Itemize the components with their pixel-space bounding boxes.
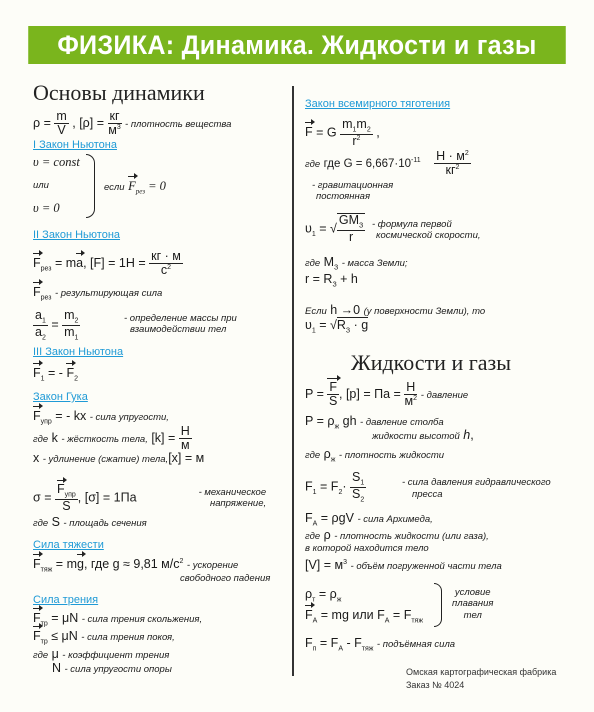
surface-velocity: $\upsilon_1 = √R_З \cdot g$ <box>305 318 369 335</box>
friction-title: Сила трения <box>33 594 99 606</box>
float-density: $\rho_т = \rho_ж$ <box>305 587 342 604</box>
heading-fluids: Жидкости и газы <box>351 350 511 375</box>
lift-force: $F_п = F_A - F_{тяж}$ - подъёмная сила <box>305 636 456 653</box>
liquid-density: где $\rho_ж$ - плотность жидкости <box>305 447 445 464</box>
normal-force: N - сила упругости опоры <box>52 661 172 675</box>
newton1-if: если <box>104 182 125 193</box>
volume-unit: $[V] = м^3$ - объём погруженной части тела <box>305 558 502 572</box>
surface-condition: Если h →0 (у поверхности Земли), то <box>305 303 486 317</box>
first-cosmic-velocity: $\upsilon_1$ = √ $\frac{GM_З}{r}$ <box>305 213 364 244</box>
footer-publisher: Омская картографическая фабрика <box>406 667 557 677</box>
press-note: - сила давления гидравлического пресса <box>402 477 551 501</box>
newton2-formula: $F_{рез}$ = ma, [F] = 1Н = $\frac{кг \cdot м}{с^2}$ <box>33 249 181 278</box>
column-pressure: $P = \rho_ж$ gh - давление столба <box>305 414 444 431</box>
universal-title: Закон всемирного тяготения <box>305 98 451 110</box>
newton3-title: III Закон Ньютона <box>33 346 124 358</box>
mass-ratio-formula: $\frac{a_1}{a_2}$ = $\frac{m_2}{m_1}$ <box>35 308 79 342</box>
hooke-formula: $F_{упр}$ = - kx - сила упругости, <box>33 409 169 426</box>
earth-mass-line: где $M_З$ - масса Земли; <box>305 255 408 272</box>
heading-dynamics: Основы динамики <box>33 80 205 105</box>
float-note: условие плавания тел <box>452 587 494 621</box>
gravity-note: свободного падения <box>180 573 271 584</box>
archimedes-rho: где ρ - плотность жидкости (или газа), <box>305 528 489 542</box>
float-force: $F_A$ = mg или $F_A = F_{тяж}$ <box>305 608 424 625</box>
column-divider <box>292 86 294 676</box>
gravitational-constant: где где $G = 6,667\cdot 10^{-11}$ $\frac{Н \cdot м^2}{кг^2}$ <box>305 149 469 178</box>
newton1-const: υ = const <box>33 155 80 169</box>
mass-note: - определение массы при взаимодействии тел <box>124 313 237 336</box>
universal-formula: F = G $\frac{m_1m_2}{r^2}$ , <box>305 117 380 148</box>
stress-note: - механическое напряжение, <box>198 487 267 510</box>
footer-order: Заказ № 4024 <box>406 680 465 690</box>
friction-coeff: где μ - коэффициент трения <box>33 647 170 661</box>
newton1-title: I Закон Ньютона <box>33 139 117 151</box>
newton2-title: II Закон Ньютона <box>33 229 121 241</box>
stiffness-line: где k - жёсткость тела, [k] = $\frac{Н}{м}$ <box>33 424 190 453</box>
column-note-2: жидкости высотой h, <box>372 428 474 442</box>
newton1-or: или <box>33 180 49 191</box>
stress-formula: σ = $\frac{F_{упр}}{S}$ , [σ] = 1Па <box>33 482 137 513</box>
section-area-line: где S - площадь сечения <box>33 515 147 529</box>
gravity-title: Сила тяжести <box>33 539 104 551</box>
archimedes-rho-2: в которой находится тело <box>305 543 429 554</box>
pressure-formula: P = $\frac{F}{S}$ , [p] = Па = $\frac{Н}{м^2}$ - давление <box>305 380 469 409</box>
resultant-force: $F_{рез}$ - результирующая сила <box>33 285 163 302</box>
gravity-formula: $F_{тяж}$ = mg, где g ≈ 9,81 $м/с^2$ - ускорение <box>33 557 239 574</box>
elongation-line: x - удлинение (сжатие) тела,[x] = м <box>33 451 205 465</box>
static-friction: $F_{тр} \le \mu N$ - сила трения покоя, <box>33 629 175 646</box>
hooke-title: Закон Гука <box>33 391 88 403</box>
float-brace <box>434 583 442 627</box>
newton3-formula: $F_1$ = - $F_2$ <box>33 366 78 383</box>
radius-formula: $r = R_З + h$ <box>305 272 358 289</box>
density-note: - плотность вещества <box>125 119 232 130</box>
v1-note: - формула первой космической скорости, <box>372 219 481 242</box>
page-title: ФИЗИКА: Динамика. Жидкости и газы <box>28 26 566 64</box>
hydraulic-press: $F_1 = F_2\cdot$ $\frac{S_1}{S_2}$ <box>305 470 365 504</box>
sliding-friction: $F_{тр} = \mu N$ - сила трения скольжения, <box>33 611 203 628</box>
density-formula: ρ = $\frac{m}{V}$ , [ρ] = $\frac{кг}{м^3}$ - плотность вещества <box>33 109 232 138</box>
newton1-brace <box>86 154 95 218</box>
archimedes-formula: $F_A = \rho gV$ - сила Архимеда, <box>305 511 433 528</box>
resultant-note: - результирующая сила <box>54 288 163 299</box>
newton1-zero: υ = 0 <box>33 201 60 215</box>
newton1-condition: если $F_{рез} = 0$ <box>104 179 166 196</box>
g-note: - гравитационная постоянная <box>312 180 394 203</box>
